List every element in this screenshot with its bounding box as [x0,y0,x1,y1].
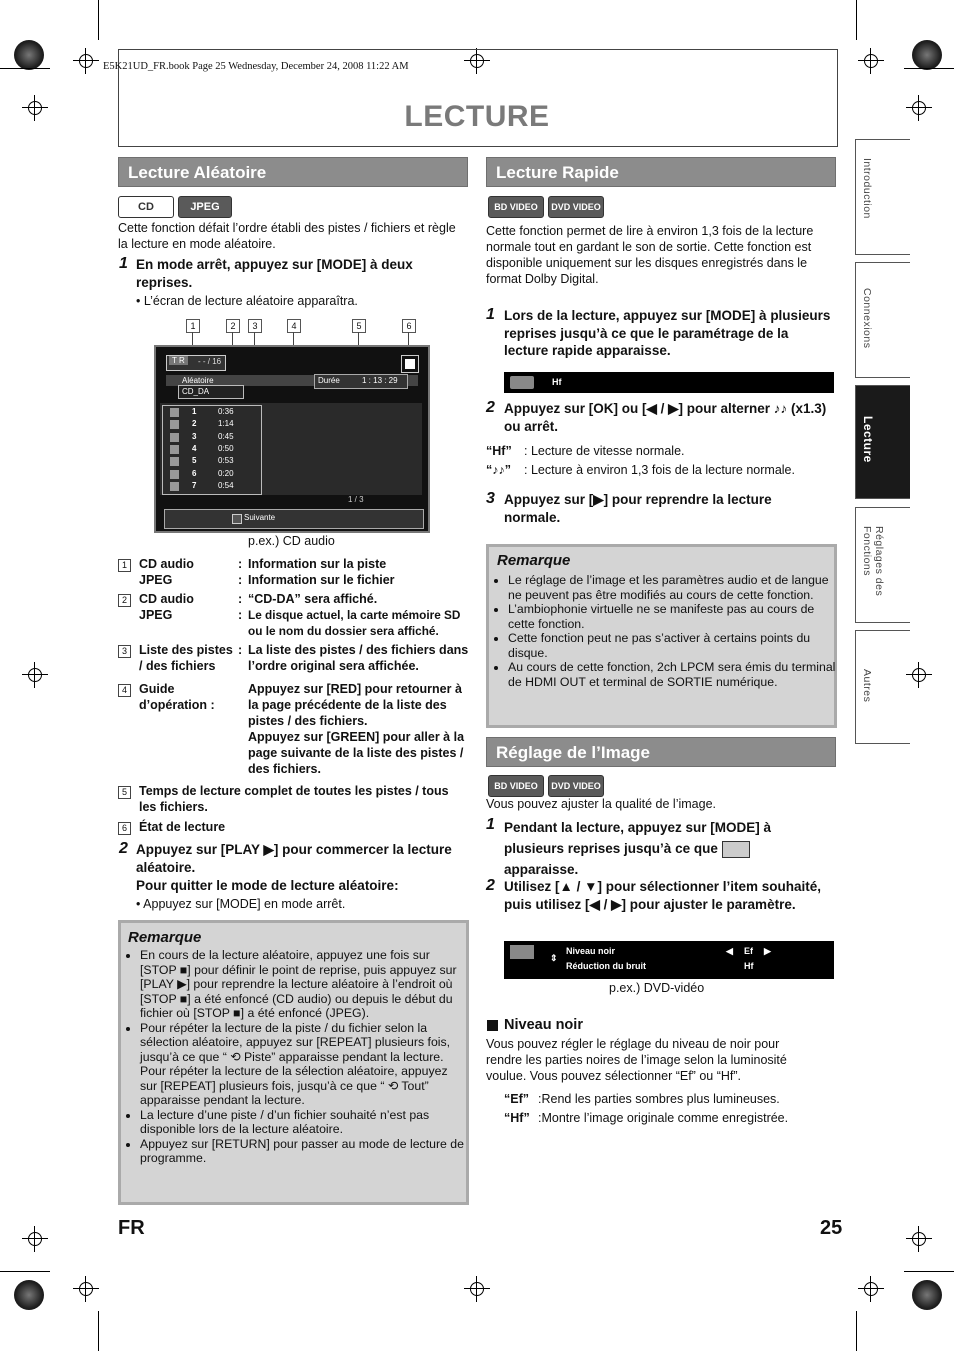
step-text: Appuyez sur [PLAY ▶] pour commercer la lecture aléatoire. [136,842,452,875]
image-intro: Vous pouvez ajuster la qualité de l’image. [486,797,717,811]
option-value: : Lecture à environ 1,3 fois de la lecture normale. [524,463,795,477]
page-title: LECTURE [404,100,550,133]
tr-label: T R [169,356,188,365]
osd-caption: p.ex.) DVD-vidéo [609,981,705,995]
music-note-icon [170,457,179,466]
duration-label: Durée [318,376,340,385]
registration-mark [22,662,48,688]
step-text: Pour quitter le mode de lecture aléatoire: [136,878,399,893]
music-note-icon [170,408,179,417]
registration-mark [22,1226,48,1252]
option-key: “Hf” [486,444,512,458]
square-bullet-icon [487,1020,498,1031]
option-key: “♪♪” [486,463,511,477]
step-text: En mode arrêt, appuyez sur [MODE] à deux reprises. [136,257,413,290]
step-number: 1 [486,816,495,833]
track-number: 3 [192,431,197,441]
step-number: 2 [119,840,128,857]
note-title: Remarque [128,929,202,946]
music-note-icon [170,433,179,442]
jpeg-badge: JPEG [178,196,232,218]
section-title-lecture-aleatoire: Lecture Aléatoire [118,157,468,187]
track-number: 1 [192,407,197,416]
note-title: Remarque [497,552,571,569]
osd-hf-bar: Hf [504,372,834,393]
track-row [170,432,260,443]
step-text: Utilisez [▲ / ▼] pour sélectionner l’item souhaité, puis utilisez [◀ / ▶] pour ajuster le paramètre. [504,879,822,912]
track-row [170,444,260,455]
track-time: 0:53 [218,456,234,466]
music-note-icon [170,445,179,454]
registration-mark [73,48,99,74]
bullet-text: • L’écran de lecture aléatoire apparaîtra. [136,294,358,308]
track-row [170,419,260,430]
note-list: • Le réglage de l’image et les paramètres audio et de langue ne peuvent pas être modifiés au cours de cette fonction. • L’ambiophonie virtuelle ne se manifeste pas au cours de cette fonction. • Cette fonction peut ne pas s’activer à certains points du disque. • Au cours de cette fonction, 2ch LPCM sera émis du terminal de HDMI OUT et terminal de SORTIE numérique. [496,573,838,689]
dvd-video-badge: DVD VIDEO [548,196,604,218]
option-value: : Lecture de vitesse normale. [524,444,685,458]
callout-5: 5 [352,319,366,333]
cd-badge: CD [118,196,174,218]
dvd-video-badge: DVD VIDEO [548,775,604,797]
mode-label: Aléatoire [182,376,214,385]
step-text: Appuyez sur [▶] pour reprendre la lecture normale. [504,492,772,525]
registration-mark [858,48,884,74]
bullet-text: • Appuyez sur [MODE] en mode arrêt. [136,897,346,911]
registration-dot [912,40,942,70]
media-label: CD_DA [182,387,210,396]
callout-3: 3 [248,319,262,333]
tab-autres[interactable]: Autres [855,630,910,744]
niveau-noir-text: Vous pouvez régler le réglage du niveau de noir pour rendre les parties noires de l’image selon la luminosité voulue. Vous pouvez sélectionner “Ef” ou “Hf”. [486,1037,787,1083]
step-number: 2 [486,877,495,894]
note-list: • En cours de la lecture aléatoire, appuyez une fois sur [STOP ■] pour définir le point de reprise, puis appuyez sur [PLAY ▶] pour reprendre la lecture aléatoire à l’endroit où [STOP ■] a été enfoncé (CD audio) ou depuis le début du fichier où [STOP ■] a été enfoncé (JPEG). • Pour répéter la lecture de la piste / du fichier selon la sélection aléatoire, appuyez sur [REPEAT] plusieurs fois, jusqu’à ce que “ ⟲ Piste” apparaisse pendant la lecture. Pour répéter la lecture de la sélection aléatoire, appuyez sur [REPEAT] plusieurs fois, jusqu’à ce que “ ⟲ Tout” apparaisse pendant la lecture. • La lecture d’une piste / d’un fichier souhaité n’est pas disponible lors de la lecture aléatoire. • Appuyez sur [RETURN] pour passer au mode de lecture de programme. [128,948,468,1166]
music-note-icon [170,470,179,479]
tab-introduction[interactable]: Introduction [855,139,910,255]
rapid-intro: Cette fonction permet de lire à environ 1,3 fois de la lecture normale tout en gardant le son de sortie. Cette fonction est disponible uniquement sur les disques enregistrés dans le format Dolby Digital. [486,224,814,286]
track-time: 1:14 [218,419,234,429]
track-time: 0:54 [218,480,234,490]
image-settings-osd: ⇕ Niveau noir Réduction du bruit ◀ Ef ▶ Hf [504,941,834,979]
track-number: 2 [192,419,197,429]
left-arrow-icon: ◀ [726,946,733,956]
music-note-icon [170,420,179,429]
track-number: 5 [192,456,197,466]
option-key: “Hf” [504,1111,530,1125]
option-key: “Ef” [504,1092,529,1106]
track-number: 7 [192,480,197,490]
bd-video-badge: BD VIDEO [488,196,544,218]
track-row [170,481,260,492]
tab-connexions[interactable]: Connexions [855,262,910,378]
picture-adjust-icon [510,945,534,959]
picture-adjust-icon [722,841,750,858]
track-time: 0:45 [218,431,234,441]
registration-dot [14,1280,44,1310]
callout-4: 4 [287,319,301,333]
right-arrow-icon: ▶ [764,946,771,956]
step-number: 2 [486,399,495,416]
registration-dot [14,40,44,70]
registration-mark [906,1226,932,1252]
step-text: Appuyez sur [OK] ou [◀ / ▶] pour alterner ♪♪ (x1.3) ou arrêt. [504,401,827,434]
track-time: 0:50 [218,443,234,453]
step-text: Lors de la lecture, appuyez sur [MODE] à plusieurs reprises jusqu’à ce que le paramétrage de la lecture rapide apparaisse. [504,308,831,358]
tab-reglages[interactable]: Réglages des Fonctions [855,507,910,623]
book-info: E5K21UD_FR.book Page 25 Wednesday, December 24, 2008 11:22 AM [103,61,409,72]
updown-arrow-icon: ⇕ [550,953,558,963]
stop-state-icon [405,359,415,369]
intro-text: Cette fonction défait l’ordre établi des pistes / fichiers et règle la lecture en mode aléatoire. [118,221,456,251]
footer-lang: FR [118,1217,145,1239]
step-number: 1 [119,255,128,272]
track-row [170,469,260,480]
next-color-key-icon [232,514,242,524]
section-title-lecture-rapide: Lecture Rapide [486,157,836,187]
option-value: :Rend les parties sombres plus lumineuses. [538,1092,780,1106]
duration-value: 1 : 13 : 29 [362,376,398,385]
speaker-icon [510,376,534,389]
music-note-icon [170,482,179,491]
bd-video-badge: BD VIDEO [488,775,544,797]
track-row [170,407,260,418]
track-counter: - - / 16 [198,357,222,366]
track-number: 6 [192,468,197,478]
tab-lecture[interactable]: Lecture [855,385,910,499]
track-time: 0:20 [218,468,234,478]
step-number: 1 [486,306,495,323]
registration-dot [912,1280,942,1310]
track-number: 4 [192,443,197,453]
callout-2: 2 [226,319,240,333]
random-playback-screen [154,345,430,533]
footer-page-number: 25 [820,1217,843,1239]
callout-1: 1 [186,319,200,333]
track-time: 0:36 [218,407,234,416]
page-indicator: 1 / 3 [348,495,364,504]
registration-mark [73,1276,99,1302]
step-text: Pendant la lecture, appuyez sur [MODE] à plusieurs reprises jusqu’à ce que apparaisse. [504,820,772,877]
option-value: :Montre l’image originale comme enregistrée. [538,1111,789,1125]
next-label: Suivante [244,513,276,522]
niveau-noir-title: Niveau noir [504,1017,583,1033]
callout-6: 6 [402,319,416,333]
section-title-reglage-image: Réglage de l’Image [486,737,836,767]
step-number: 3 [486,490,495,507]
registration-mark [858,1276,884,1302]
track-row [170,456,260,467]
registration-mark [464,1276,490,1302]
screen-caption: p.ex.) CD audio [248,534,335,548]
